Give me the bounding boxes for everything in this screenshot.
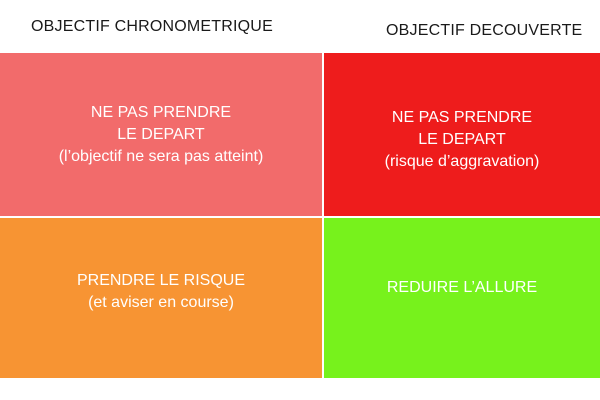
cell-line: (risque d’aggravation) — [384, 152, 540, 170]
header-objectif-chronometrique: OBJECTIF CHRONOMETRIQUE — [31, 18, 273, 35]
cell-decouverte-reduce-pace — [324, 218, 600, 378]
cell-line: NE PAS PRENDRE — [391, 108, 533, 126]
cell-line: (l’objectif ne sera pas atteint) — [58, 147, 264, 165]
cell-chrono-not-start — [0, 53, 322, 216]
cell-line: REDUIRE L’ALLURE — [386, 279, 538, 296]
cell-line: NE PAS PRENDRE — [90, 103, 232, 121]
cell-line: PRENDRE LE RISQUE — [76, 272, 246, 289]
cell-decouverte-not-start — [324, 53, 600, 216]
cell-line: (et aviser en course) — [88, 294, 234, 311]
cell-chrono-take-risk — [0, 218, 322, 378]
header-objectif-decouverte: OBJECTIF DECOUVERTE — [386, 22, 583, 39]
cell-line: LE DEPART — [418, 130, 506, 148]
cell-line: LE DEPART — [117, 125, 205, 143]
